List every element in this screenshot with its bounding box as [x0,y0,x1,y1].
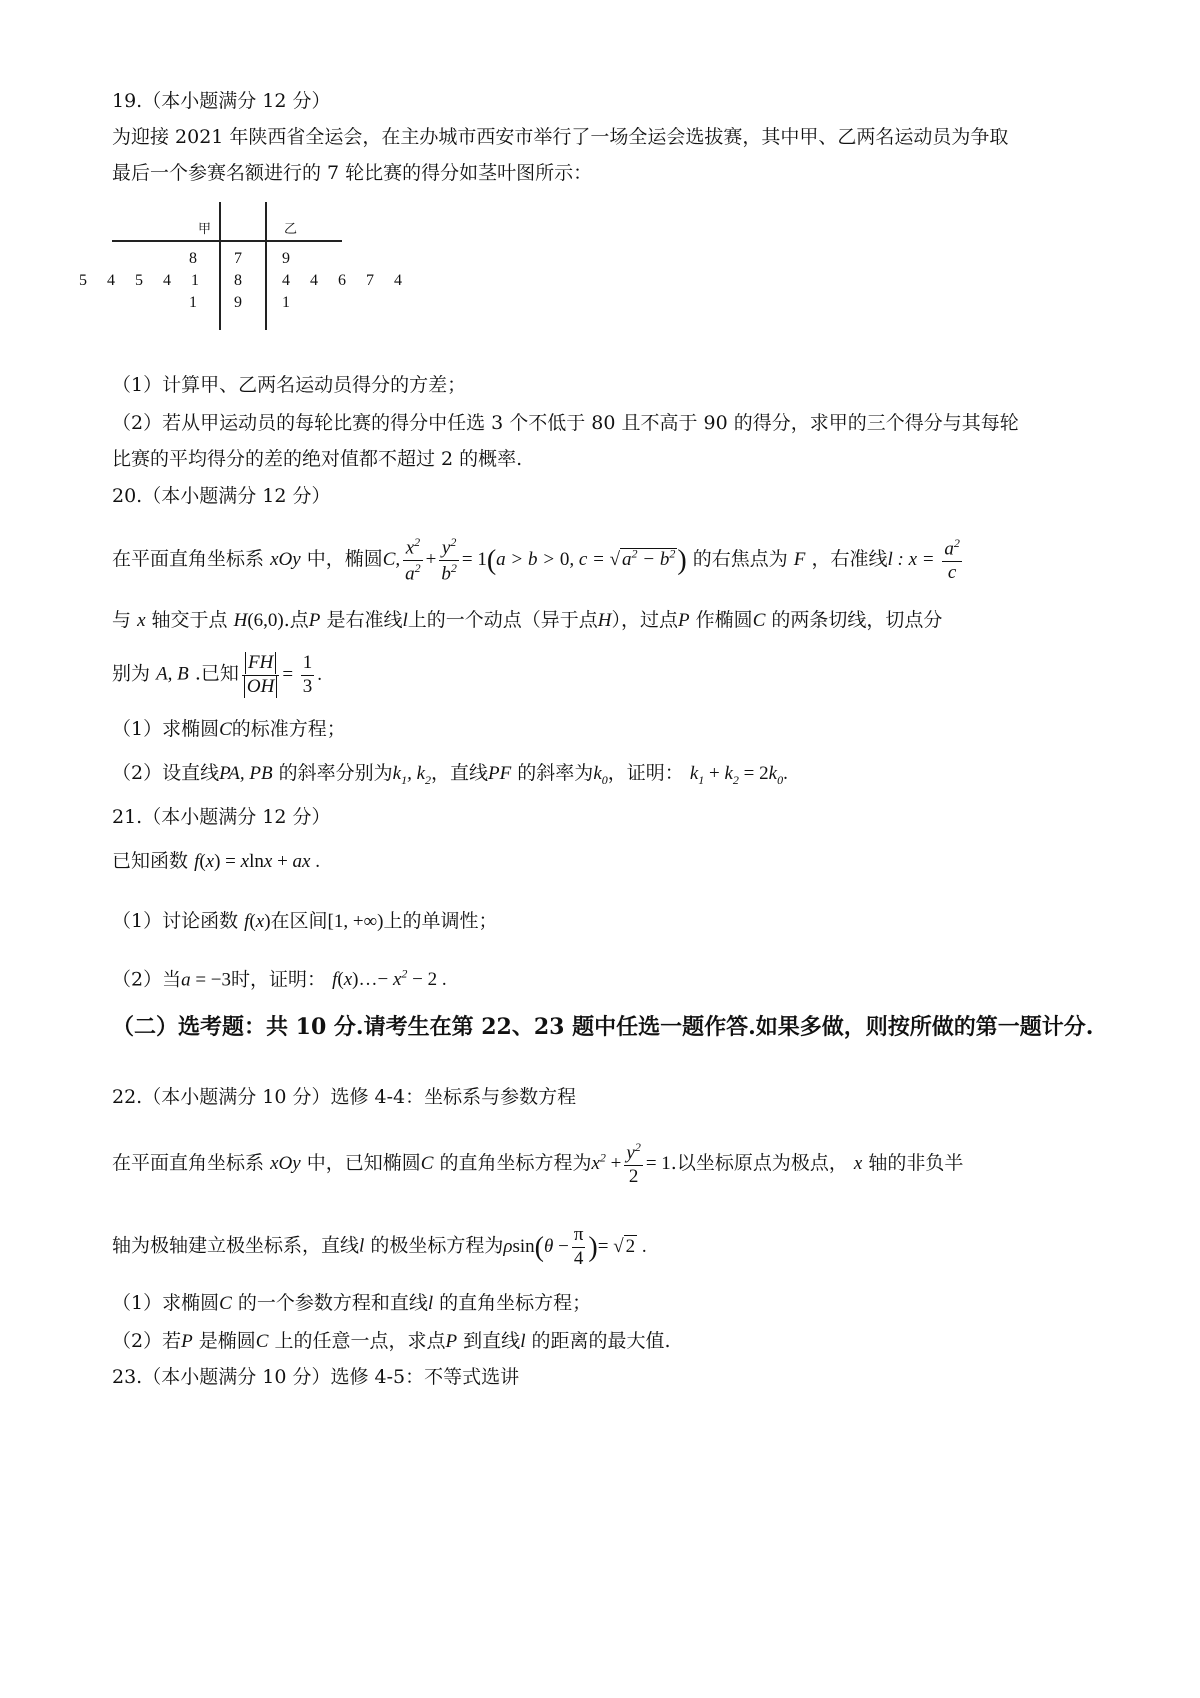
math-p: P [181,1331,193,1352]
text: （1）求椭圆 [112,718,220,740]
plot-right-stem-line [265,202,267,330]
stem-leaf-plot [79,212,412,362]
q20-part2 [112,760,1100,789]
math-c: C [420,1152,434,1174]
text: （2）设直线 [112,762,220,784]
plot-header-jia: 甲 [198,221,212,236]
text: 的极坐标方程为 [370,1234,504,1257]
math-directrix: l : x = $\frac{a^2}{c}$ [887,536,960,584]
text: 的距离的最大值. [531,1330,671,1352]
text: （2）当 [112,968,182,991]
math-c: C [752,610,766,631]
math-ellipse2: $x^2$ + $\frac{y^2}{2}$ = 1 [591,1140,671,1188]
text: 在平面直角坐标系 [112,1151,265,1174]
text: 的标准方程； [231,718,346,740]
plot-row2-stem: 8 [234,272,252,289]
math-ab: A, B [156,663,189,685]
q21-title: 21.（本小题满分 12 分） [112,806,331,828]
math-l: l [402,610,408,631]
math-h-point: H(6,0) [233,610,284,631]
math-c: C [219,1293,232,1314]
text: 时，证明： [231,968,327,991]
text: 的直角坐标方程为 [439,1151,592,1174]
text: 别为 [112,662,151,685]
math-k0: $k_0$ [593,763,608,787]
q20-part1 [112,716,1100,744]
math-slope-claim: $k_1 + k_2 = 2k_0$. [689,763,788,787]
text: 轴的非负半 [868,1151,964,1174]
q19-part2-line2: 比赛的平均得分的差的绝对值都不超过 2 的概率. [112,448,523,470]
math-inequality: f(x)…− $x^2 - 2$ . [332,967,447,991]
q23-title: 23.（本小题满分 10 分）选修 4-5：不等式选讲 [112,1366,520,1388]
q19-part2-line1: （2）若从甲运动员的每轮比赛的得分中任选 3 个不低于 80 且不高于 90 的得分，求甲的三个得分与其每轮 [112,412,1019,434]
plot-left-stem-line [219,202,221,330]
q22-part2 [112,1328,1100,1356]
math-polar-eq: ρsin(θ − $\frac{\pi}{4}$ )= √ 2 . [503,1224,647,1269]
plot-row3-right: 1 [282,294,300,311]
text: 已知函数 [112,850,189,872]
math-f: F [793,548,806,570]
math-fx: f(x) [244,911,271,932]
text: 是椭圆 [198,1330,256,1352]
text: 在平面直角坐标系 [112,547,265,570]
plot-header-yi: 乙 [284,221,298,236]
math-p: P [308,610,321,631]
text: ），过点 [611,609,679,631]
q19-intro-line2: 最后一个参赛名额进行的 7 轮比赛的得分如茎叶图所示： [112,162,593,184]
q21-line1 [112,848,1100,876]
q20-line3 [112,652,1100,699]
text: （2）若 [112,1330,182,1352]
q20-line2 [112,607,1100,635]
text: .以坐标原点为极点， [670,1151,848,1174]
math-k1-k2: $k_1$, $k_2$ [392,763,432,787]
q19-title: 19.（本小题满分 12 分） [112,90,331,112]
math-fx-def: f(x) = xlnx + ax . [194,851,320,872]
text: 到直线 [463,1330,521,1352]
plot-row1-stem: 7 [234,250,252,267]
math-interval: [1, +∞) [327,911,384,932]
math-p: P [445,1331,458,1352]
text: 的一个参数方程和直线 [237,1292,428,1314]
plot-row1-left: 8 [189,250,207,267]
text: 轴为极轴建立极坐标系，直线 [112,1234,360,1257]
q21-part1 [112,908,1100,936]
text: .已知 [194,662,239,685]
text: 中，椭圆 [306,547,383,570]
section-heading: （二）选考题：共 10 分.请考生在第 22、23 题中任选一题作答.如果多做，则按所做的第一题计分. [112,1014,1094,1040]
math-xoy: xOy [270,1152,301,1174]
math-pa-pb: PA, PB [219,763,273,784]
math-ellipse-eq: C, $\frac{x^2}{a^2}$ + $\frac{y^2}{b^2}$ = 1(a > b > 0, c = √ $a^2 - b^2$) [382,535,687,585]
math-h: H [597,610,612,631]
text: 上的一个动点（异于点 [407,609,598,631]
text: （1）讨论函数 [112,910,239,932]
text: 在区间 [270,910,328,932]
math-x: x [137,610,146,631]
q19-intro-line1: 为迎接 2021 年陕西省全运会，在主办城市西安市举行了一场全运会选拔赛，其中甲、乙两名运动员为争取 [112,126,1009,148]
text: （1）求椭圆 [112,1292,220,1314]
math-c: C [255,1331,269,1352]
text: 的右焦点为 [692,547,788,570]
q22-part1 [112,1290,1100,1318]
text: 与 [112,609,132,631]
math-x: x [853,1152,863,1174]
text: 上的任意一点，求点 [274,1330,446,1352]
q21-part2 [112,966,1100,994]
text: ，右准线 [811,547,888,570]
text: 轴交于点 [151,609,228,631]
math-xoy: xOy [270,548,301,570]
q22-line2 [112,1224,1100,1271]
math-a-value: a = −3 [181,969,232,991]
math-l: l [359,1235,365,1257]
plot-row2-left: 5 4 5 4 1 [79,272,207,289]
math-l: l [427,1293,434,1314]
q19-part1: （1）计算甲、乙两名运动员得分的方差； [112,374,467,396]
text: .点 [283,609,309,631]
math-p: P [678,610,690,631]
text: 作椭圆 [695,609,753,631]
text: 的两条切线，切点分 [771,609,943,631]
math-c: C [219,719,232,740]
q20-title: 20.（本小题满分 12 分） [112,485,331,507]
math-pf: PF [488,763,512,784]
text: 的斜率分别为 [278,762,393,784]
q22-line1 [112,1140,1100,1189]
text: 中，已知椭圆 [306,1151,421,1174]
text: 是右准线 [326,609,403,631]
q20-line1 [112,535,1100,586]
text: 的直角坐标方程； [439,1292,592,1314]
text: ，证明： [607,762,684,784]
text: 上的单调性； [383,910,498,932]
plot-header-rule [112,240,342,242]
plot-row2-right: 4 4 6 7 4 [282,272,410,289]
plot-row1-right: 9 [282,250,300,267]
text: ，直线 [431,762,489,784]
text: 的斜率为 [517,762,594,784]
math-ratio: $\frac{FH}{OH}$ = $\frac{1}{3}$ . [239,664,322,685]
q22-title: 22.（本小题满分 10 分）选修 4-4：坐标系与参数方程 [112,1086,577,1108]
plot-row3-left: 1 [189,294,207,311]
plot-row3-stem: 9 [234,294,252,311]
math-l: l [520,1331,526,1352]
